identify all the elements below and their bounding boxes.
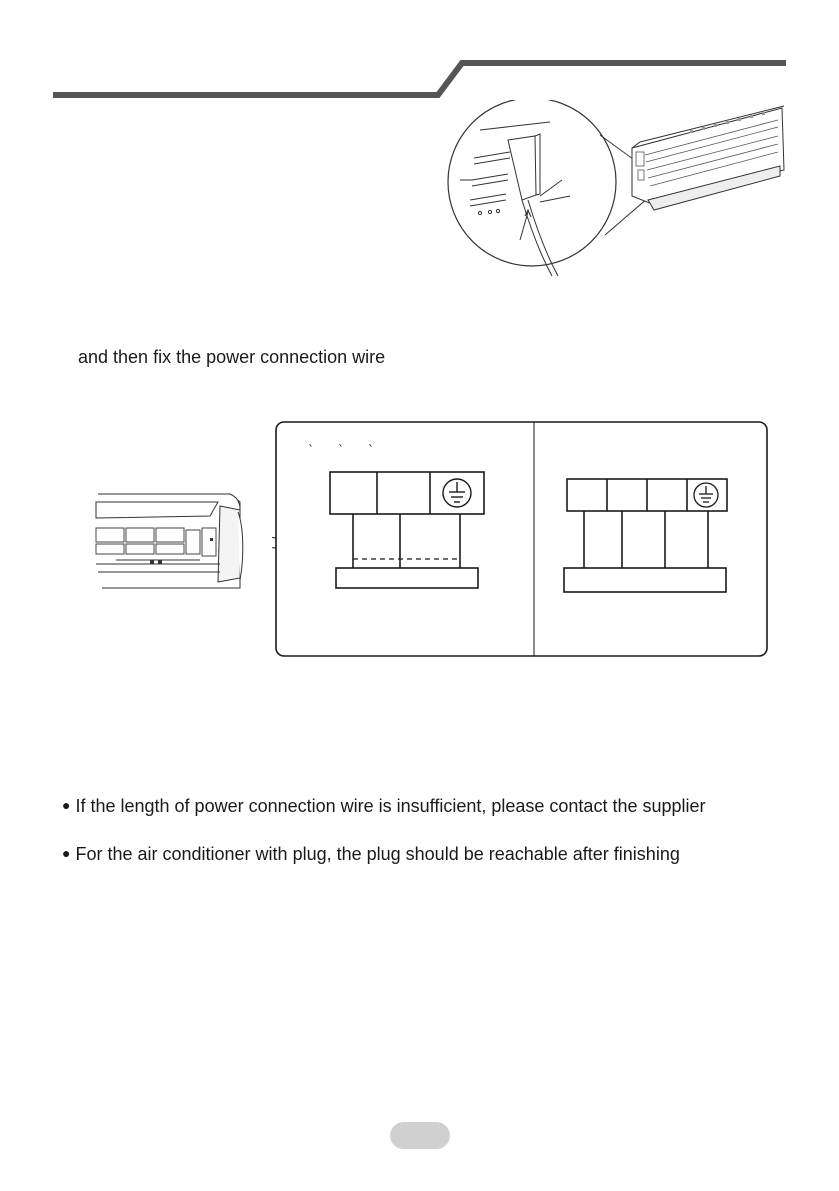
note-item-1 [62,794,706,817]
bullet-icon: ● [62,797,71,813]
indoor-unit-zoom-illustration [440,100,790,280]
header-rule [0,0,839,105]
page-number-badge [390,1122,450,1149]
note-text: For the air conditioner with plug, the plug should be reachable after finishing [75,844,680,864]
tick-mark: ` [368,443,374,457]
note-item-2 [62,842,680,865]
bullet-icon: ● [62,845,71,861]
instruction-line: and then fix the power connection wire [78,347,386,367]
indoor-unit-open-illustration [90,488,280,598]
right-cable-sheath [564,568,726,592]
left-cable-sheath [336,568,478,588]
tick-mark: ` [338,443,344,457]
left-terminal-block [330,472,484,514]
wiring-terminal-diagram [272,418,772,663]
note-text: If the length of power connection wire is insufficient, please contact the supplier [75,796,706,816]
tick-mark: ` [308,443,314,457]
